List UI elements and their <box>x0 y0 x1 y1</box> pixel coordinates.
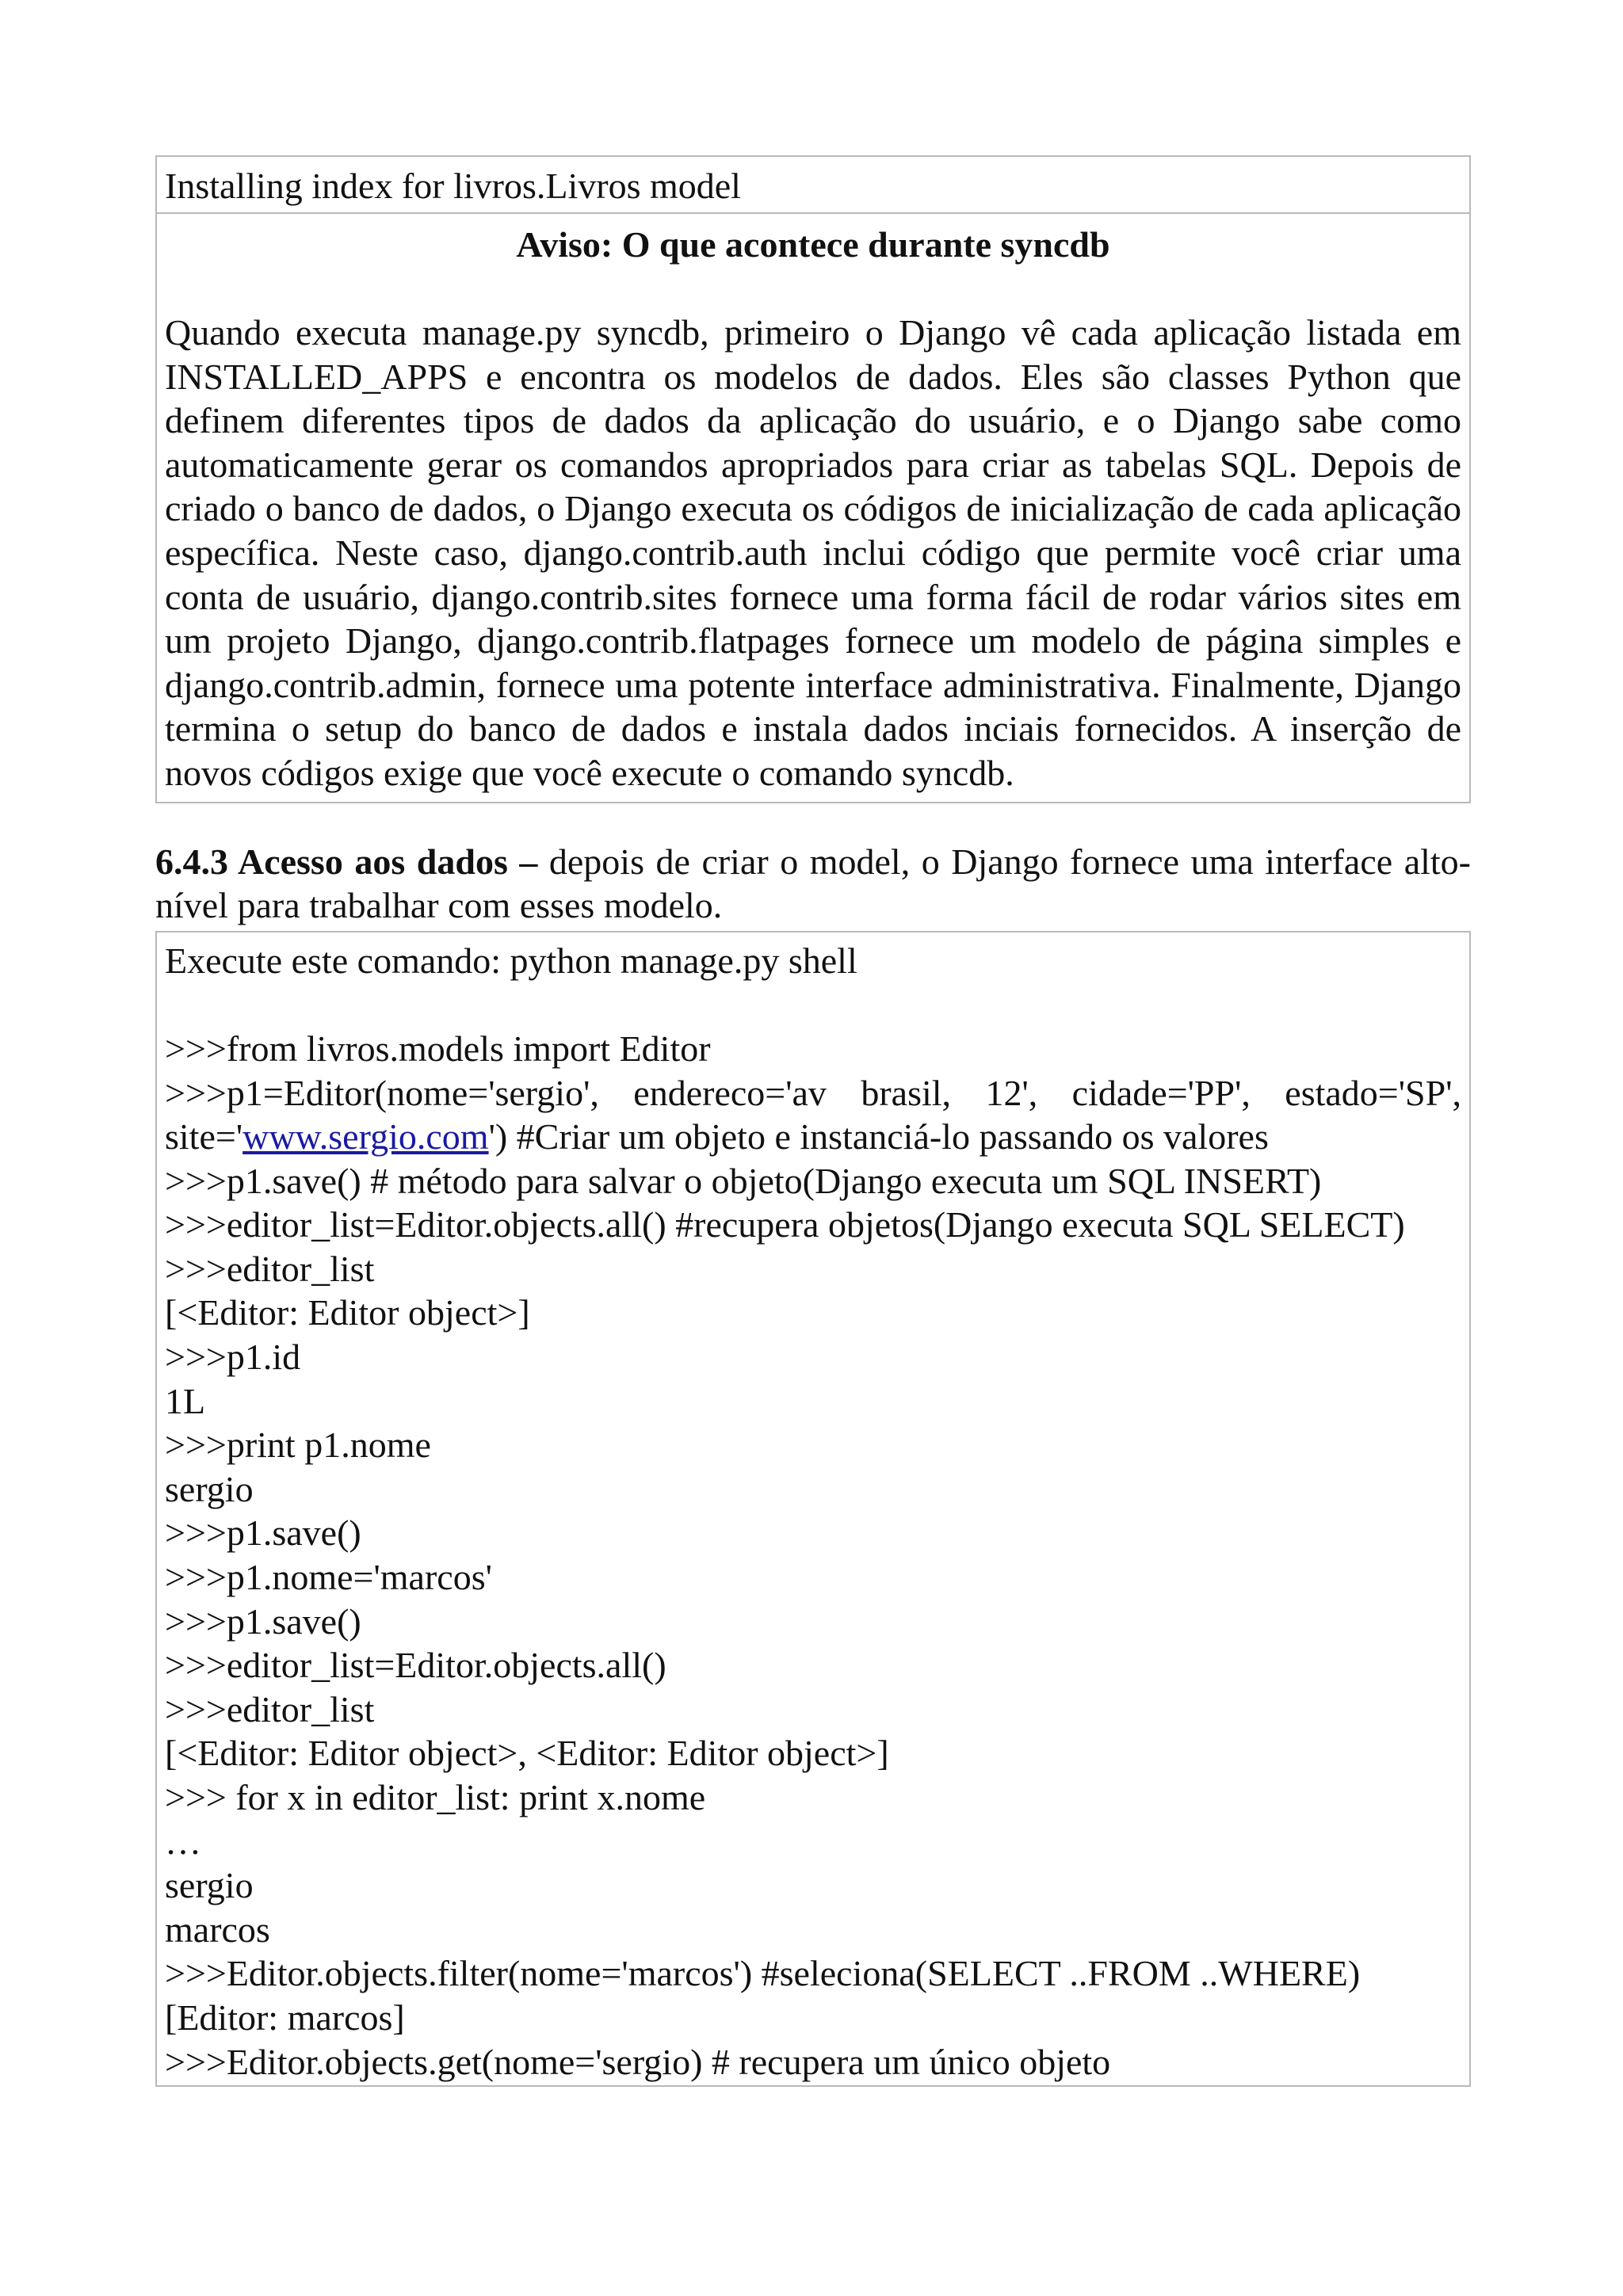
code-line: >>>p1.save() <box>165 1512 361 1554</box>
code-line-create-editor <box>165 1071 1461 1159</box>
code-line: [Editor: marcos] <box>165 1997 405 2038</box>
code-line: [<Editor: Editor object>] <box>165 1292 530 1333</box>
shell-intro: Execute este comando: python manage.py shell <box>165 940 857 981</box>
shell-code <box>165 939 1461 2084</box>
section-heading: 6.4.3 Acesso aos dados – <box>155 841 538 882</box>
code-line: >>>Editor.objects.get(nome='sergio) # recupera um único objeto <box>165 2041 1111 2082</box>
site-link[interactable]: www.sergio.com <box>242 1116 489 1158</box>
code-text: ') #Criar um objeto e instanciá-lo passando os valores <box>488 1116 1269 1158</box>
code-line: >>>from livros.models import Editor <box>165 1028 711 1069</box>
code-line: >>>editor_list <box>165 1248 375 1289</box>
document-page <box>155 155 1471 2087</box>
section-text: depois de criar o model, o Django fornece uma interface alto-nível para trabalhar com esses modelo. <box>155 841 1471 926</box>
code-line: >>>editor_list <box>165 1688 375 1730</box>
code-text: >>>p1=Editor(nome='sergio', endereco='av brasil, 12', cidade='PP', estado='SP', site=' <box>165 1072 1461 1158</box>
code-line: >>>p1.save() <box>165 1600 361 1642</box>
install-index-line: Installing index for livros.Livros model <box>157 157 1469 214</box>
shell-session-box <box>155 931 1471 2087</box>
aviso-title: Aviso: O que acontece durante syncdb <box>516 224 1110 265</box>
code-line: marcos <box>165 1909 270 1950</box>
code-line: >>>p1.nome='marcos' <box>165 1557 492 1598</box>
aviso-paragraph: Quando executa manage.py syncdb, primeiro o Django vê cada aplicação listada em INSTALLED_APPS e encontra os modelos de dados. Eles são classes Python que definem diferentes tipos de dados da aplicação do usuário, e o Django sabe como automaticamente gerar os comandos apropriados para criar as tabelas SQL. Depois de criado o banco de dados, o Django executa os códigos de inicialização de cada aplicação específica. Neste caso, django.contrib.auth inclui código que permite você criar uma conta de usuário, django.contrib.sites fornece uma forma fácil de rodar vários sites em um projeto Django, django.contrib.flatpages fornece um modelo de página simples e django.contrib.admin, fornece uma potente interface administrativa. Finalmente, Django termina o setup do banco de dados e instala dados inciais fornecidos. A inserção de novos códigos exige que você execute o comando syncdb. <box>165 312 1461 793</box>
code-line: >>>editor_list=Editor.objects.all() <box>165 1645 666 1686</box>
code-line: [<Editor: Editor object>, <Editor: Editor object>] <box>165 1733 889 1774</box>
section-6-4-3 <box>155 840 1471 928</box>
aviso-note <box>157 214 1469 802</box>
code-line: >>>editor_list=Editor.objects.all() #recupera objetos(Django executa SQL SELECT) <box>165 1204 1405 1245</box>
code-line: >>>print p1.nome <box>165 1425 431 1466</box>
code-line: >>>Editor.objects.filter(nome='marcos') #seleciona(SELECT ..FROM ..WHERE) <box>165 1953 1361 1994</box>
code-line: >>>p1.id <box>165 1337 301 1378</box>
syncdb-output-box <box>155 155 1471 803</box>
code-line: sergio <box>165 1865 254 1906</box>
blank-line <box>165 982 1461 1027</box>
code-line: >>>p1.save() # método para salvar o objeto(Django executa um SQL INSERT) <box>165 1160 1322 1201</box>
code-line: 1L <box>165 1380 206 1421</box>
code-line: … <box>165 1821 201 1862</box>
code-line: >>> for x in editor_list: print x.nome <box>165 1777 706 1817</box>
code-line: sergio <box>165 1468 254 1509</box>
